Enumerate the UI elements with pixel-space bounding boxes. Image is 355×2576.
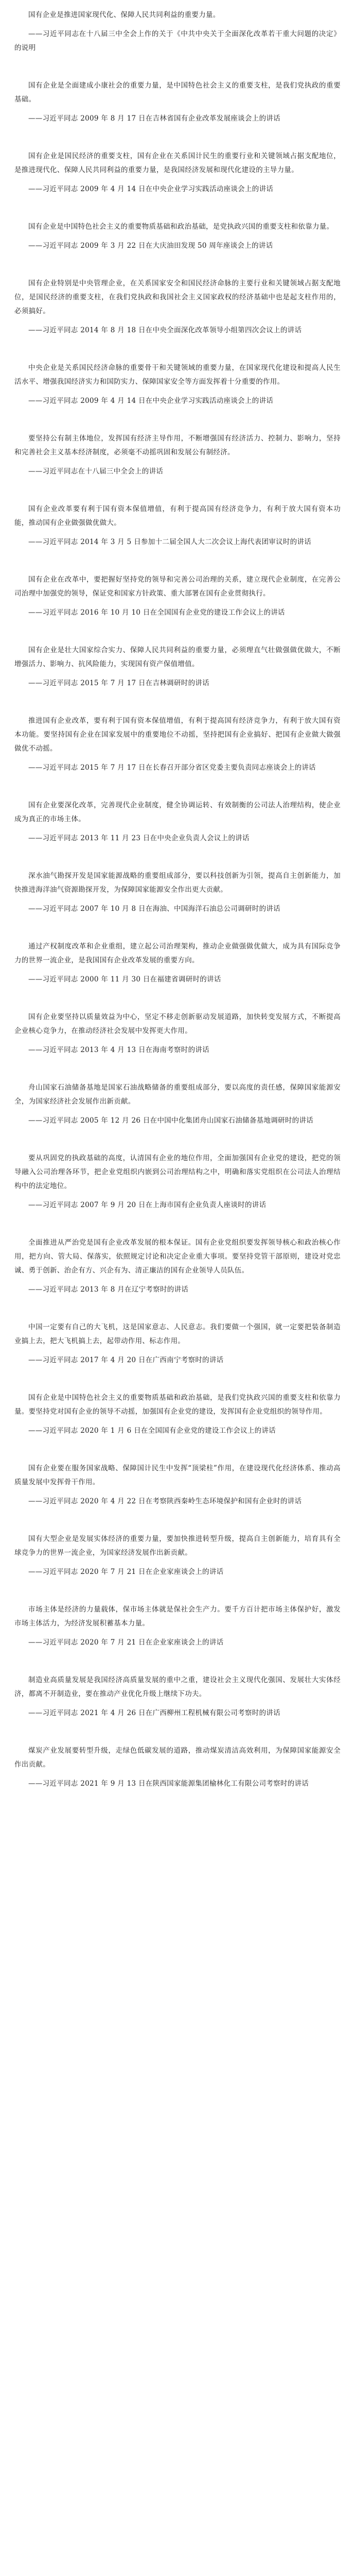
quote-entry	[14, 1532, 341, 1579]
quote-text: 国有企业要深化改革，完善现代企业制度，健全协调运转、有效制衡的公司法人治理结构，使企业成为真正的市场主体。	[14, 801, 341, 823]
quote-source: ——习近平同志 2017 年 4 月 20 日在广西南宁考察时的讲话	[28, 1356, 224, 1364]
quote-text: 国有企业改革要有利于国有资本保值增值，有利于提高国有经济竞争力，有利于放大国有资本功能，推动国有企业做强做优做大。	[14, 505, 341, 527]
quote-source: ——习近平同志 2021 年 4 月 26 日在广西柳州工程机械有限公司考察时的讲话	[28, 1709, 280, 1717]
quote-source: ——习近平同志 2013 年 4 月 13 日在海南考察时的讲话	[28, 1046, 209, 1054]
quote-source: ——习近平同志 2009 年 4 月 14 日在中央企业学习实践活动座谈会上的讲话	[28, 185, 274, 193]
quote-text: 全面推进从严治党是国有企业改革发展的根本保证。国有企业党组织要发挥领导核心和政治核心作用，把方向、管大局、保落实，依照规定讨论和决定企业重大事项。要坚持党管干部原则，建设对党忠诚、勇于创新、治企有方、兴企有为、清正廉洁的国有企业领导人员队伍。	[14, 1239, 341, 1275]
quote-entry	[14, 1462, 341, 1509]
quote-entry	[14, 361, 341, 408]
quote-text: 国有企业是国民经济的重要支柱，国有企业在关系国计民生的重要行业和关键领域占据支配地位，是推进现代化、保障人民共同利益的重要力量，是我国经济发展和现代化建设的主导力量。	[14, 152, 341, 174]
quote-source: ——习近平同志 2009 年 3 月 22 日在大庆油田发现 50 周年座谈会上的讲话	[28, 242, 273, 250]
quote-entry	[14, 1081, 341, 1128]
quote-entry	[14, 573, 341, 620]
quote-source: ——习近平同志 2013 年 11 月 23 日在中央企业负责人会议上的讲话	[28, 834, 250, 842]
quote-text: 制造业高质量发展是我国经济高质量发展的重中之重，建设社会主义现代化强国、发展壮大实体经济，都离不开制造业，要在推动产业优化升级上继续下功夫。	[14, 1676, 341, 1698]
quote-text: 国有企业要坚持以质量效益为中心，坚定不移走创新驱动发展道路，加快转变发展方式，不断提高企业核心竞争力，在推动经济社会发展中发挥更大作用。	[14, 1013, 341, 1035]
quote-source: ——习近平同志 2009 年 8 月 17 日在吉林省国有企业改革发展座谈会上的讲话	[28, 114, 280, 123]
quote-source: ——习近平同志 2015 年 7 月 17 日在长春召开部分省区党委主要负责同志座谈会上的讲话	[28, 764, 316, 772]
quote-source: ——习近平同志 2000 年 11 月 30 日在福建省调研时的讲话	[28, 975, 221, 984]
quote-source: ——习近平同志 2015 年 7 月 17 日在吉林调研时的讲话	[28, 679, 209, 687]
quote-entry	[14, 940, 341, 987]
quote-entry	[14, 1391, 341, 1438]
quote-text: 深水油气勘探开发是国家能源战略的重要组成部分，要以科技创新为引领，提高自主创新能力，加快推进海洋油气资源勘探开发，为保障国家能源安全作出更大贡献。	[14, 872, 341, 894]
quote-entry	[14, 1673, 341, 1720]
quote-entry	[14, 220, 341, 253]
quote-text: 国有企业在改革中，要把握好坚持党的领导和完善公司治理的关系，建立现代企业制度，在完善公司治理中加强党的领导，保证党和国家方针政策、重大部署在国有企业贯彻执行。	[14, 575, 341, 598]
quote-text: 中国一定要有自己的大飞机，这是国家意志、人民意志。我们要做一个强国，就一定要把装备制造业搞上去，把大飞机搞上去，起带动作用、标志作用。	[14, 1323, 341, 1345]
quote-entry	[14, 1744, 341, 1791]
quote-text: 中央企业是关系国民经济命脉的重要骨干和关键领域的重要力量，在国家现代化建设和提高人民生活水平、增强我国经济实力和国防实力、保障国家安全等方面发挥着十分重要的作用。	[14, 364, 341, 386]
quote-text: 煤炭产业发展要转型升级，走绿色低碳发展的道路，推动煤炭清洁高效利用，为保障国家能源安全作出贡献。	[14, 1747, 341, 1769]
quote-source: ——习近平同志 2007 年 9 月 20 日在上海市国有企业负责人座谈时的讲话	[28, 1201, 267, 1209]
quote-text: 要从巩固党的执政基础的高度，认清国有企业的地位作用，全面加强国有企业党的建设，把党的领导融入公司治理各环节，把企业党组织内嵌到公司治理结构之中，明确和落实党组织在公司法人治理结构中的法定地位。	[14, 1154, 341, 1190]
quote-entry	[14, 869, 341, 916]
quote-entry	[14, 1151, 341, 1212]
quote-entry	[14, 502, 341, 549]
quote-text: 国有企业是全面建成小康社会的重要力量，是中国特色社会主义的重要支柱，是我们党执政的重要基础。	[14, 81, 341, 104]
quote-text: 国有企业是推进国家现代化、保障人民共同利益的重要力量。	[28, 11, 220, 19]
quote-entry	[14, 1236, 341, 1297]
quote-entry	[14, 1603, 341, 1650]
quote-source: ——习近平同志 2021 年 9 月 13 日在陕西国家能源集团榆林化工有限公司考察时的讲话	[28, 1780, 309, 1788]
quote-text: 要坚持公有制主体地位，发挥国有经济主导作用，不断增强国有经济活力、控制力、影响力，坚持和完善社会主义基本经济制度，必须毫不动摇巩固和发展公有制经济。	[14, 434, 341, 456]
quote-source: ——习近平同志 2009 年 4 月 14 日在中央企业学习实践活动座谈会上的讲话	[28, 397, 274, 405]
quote-entry	[14, 1320, 341, 1367]
quote-source: ——习近平同志 2020 年 4 月 22 日在考察陕西秦岭生态环境保护和国有企业时的讲话	[28, 1497, 302, 1505]
quote-entry	[14, 79, 341, 126]
quote-text: 国有企业要在服务国家战略、保障国计民生中发挥“顶梁柱”作用，在建设现代化经济体系、推动高质量发展中发挥骨干作用。	[14, 1464, 341, 1486]
quote-source: ——习近平同志 2016 年 10 月 10 日在全国国有企业党的建设工作会议上的讲话	[28, 608, 285, 617]
quote-source: ——习近平同志 2014 年 8 月 18 日在中央全面深化改革领导小组第四次会议上的讲话	[28, 326, 302, 334]
quote-source: ——习近平同志 2005 年 12 月 26 日在中国中化集团舟山国家石油储备基地调研时的讲话	[28, 1116, 314, 1125]
quote-source: ——习近平同志 2007 年 10 月 8 日在海油、中国海洋石油总公司调研时的讲话	[28, 905, 280, 913]
quote-text: 国有企业是中国特色社会主义的重要物质基础和政治基础，是党执政兴国的重要支柱和依靠力量。	[28, 223, 334, 231]
quote-text: 国有企业是壮大国家综合实力、保障人民共同利益的重要力量，必须理直气壮做强做优做大，不断增强活力、影响力、抗风险能力，实现国有资产保值增值。	[14, 646, 341, 668]
quote-text: 国有企业特别是中央管理企业，在关系国家安全和国民经济命脉的主要行业和关键领域占据支配地位，是国民经济的重要支柱，在我们党执政和我国社会主义国家政权的经济基础中也是起支柱作用的，必须搞好。	[14, 279, 341, 315]
quote-source: ——习近平同志在十八届三中全会上的讲话	[28, 467, 164, 476]
quote-entry	[14, 1010, 341, 1057]
quote-text: 国有大型企业是发展实体经济的重要力量，要加快推进转型升级，提高自主创新能力，培育具有全球竞争力的世界一流企业，为国家经济发展作出新贡献。	[14, 1535, 341, 1557]
quote-source: ——习近平同志 2020 年 7 月 21 日在企业家座谈会上的讲话	[28, 1638, 224, 1647]
quote-entry	[14, 8, 341, 55]
quote-text: 通过产权制度改革和企业重组，建立起公司治理架构，推动企业做强做优做大，成为具有国际竞争力的世界一流企业，是我国国有企业改革发展的重要方向。	[14, 942, 341, 964]
quote-text: 国有企业是中国特色社会主义的重要物质基础和政治基础，是我们党执政兴国的重要支柱和依靠力量。要坚持党对国有企业的领导不动摇，加强国有企业党的建设，发挥国有企业党组织的领导作用。	[14, 1394, 341, 1416]
quote-entry	[14, 643, 341, 690]
quote-entry	[14, 149, 341, 196]
quote-entry	[14, 799, 341, 845]
quote-text: 舟山国家石油储备基地是国家石油战略储备的重要组成部分，要以高度的责任感，保障国家能源安全，为国家经济社会发展作出新贡献。	[14, 1083, 341, 1106]
quote-entry	[14, 714, 341, 775]
quote-source: ——习近平同志 2020 年 1 月 6 日在全国国有企业党的建设工作会议上的讲话	[28, 1427, 276, 1435]
quote-entry	[14, 432, 341, 479]
quote-entry	[14, 277, 341, 337]
quote-source: ——习近平同志在十八届三中全会上作的关于《中共中央关于全面深化改革若干重大问题的决定》的说明	[14, 30, 341, 52]
quote-text: 市场主体是经济的力量载体，保市场主体就是保社会生产力。要千方百计把市场主体保护好，激发市场主体活力，为经济发展积蓄基本力量。	[14, 1605, 341, 1628]
quote-source: ——习近平同志 2020 年 7 月 21 日在企业家座谈会上的讲话	[28, 1568, 224, 1576]
quote-source: ——习近平同志 2013 年 8 月在辽宁考察时的讲话	[28, 1285, 189, 1294]
quote-text: 推进国有企业改革，要有利于国有资本保值增值，有利于提高国有经济竞争力，有利于放大国有资本功能。要坚持国有企业在国家发展中的重要地位不动摇，坚持把国有企业搞好、把国有企业做大做强做优不动摇。	[14, 717, 341, 753]
quote-source: ——习近平同志 2014 年 3 月 5 日参加十二届全国人大二次会议上海代表团审议时的讲话	[28, 538, 312, 546]
